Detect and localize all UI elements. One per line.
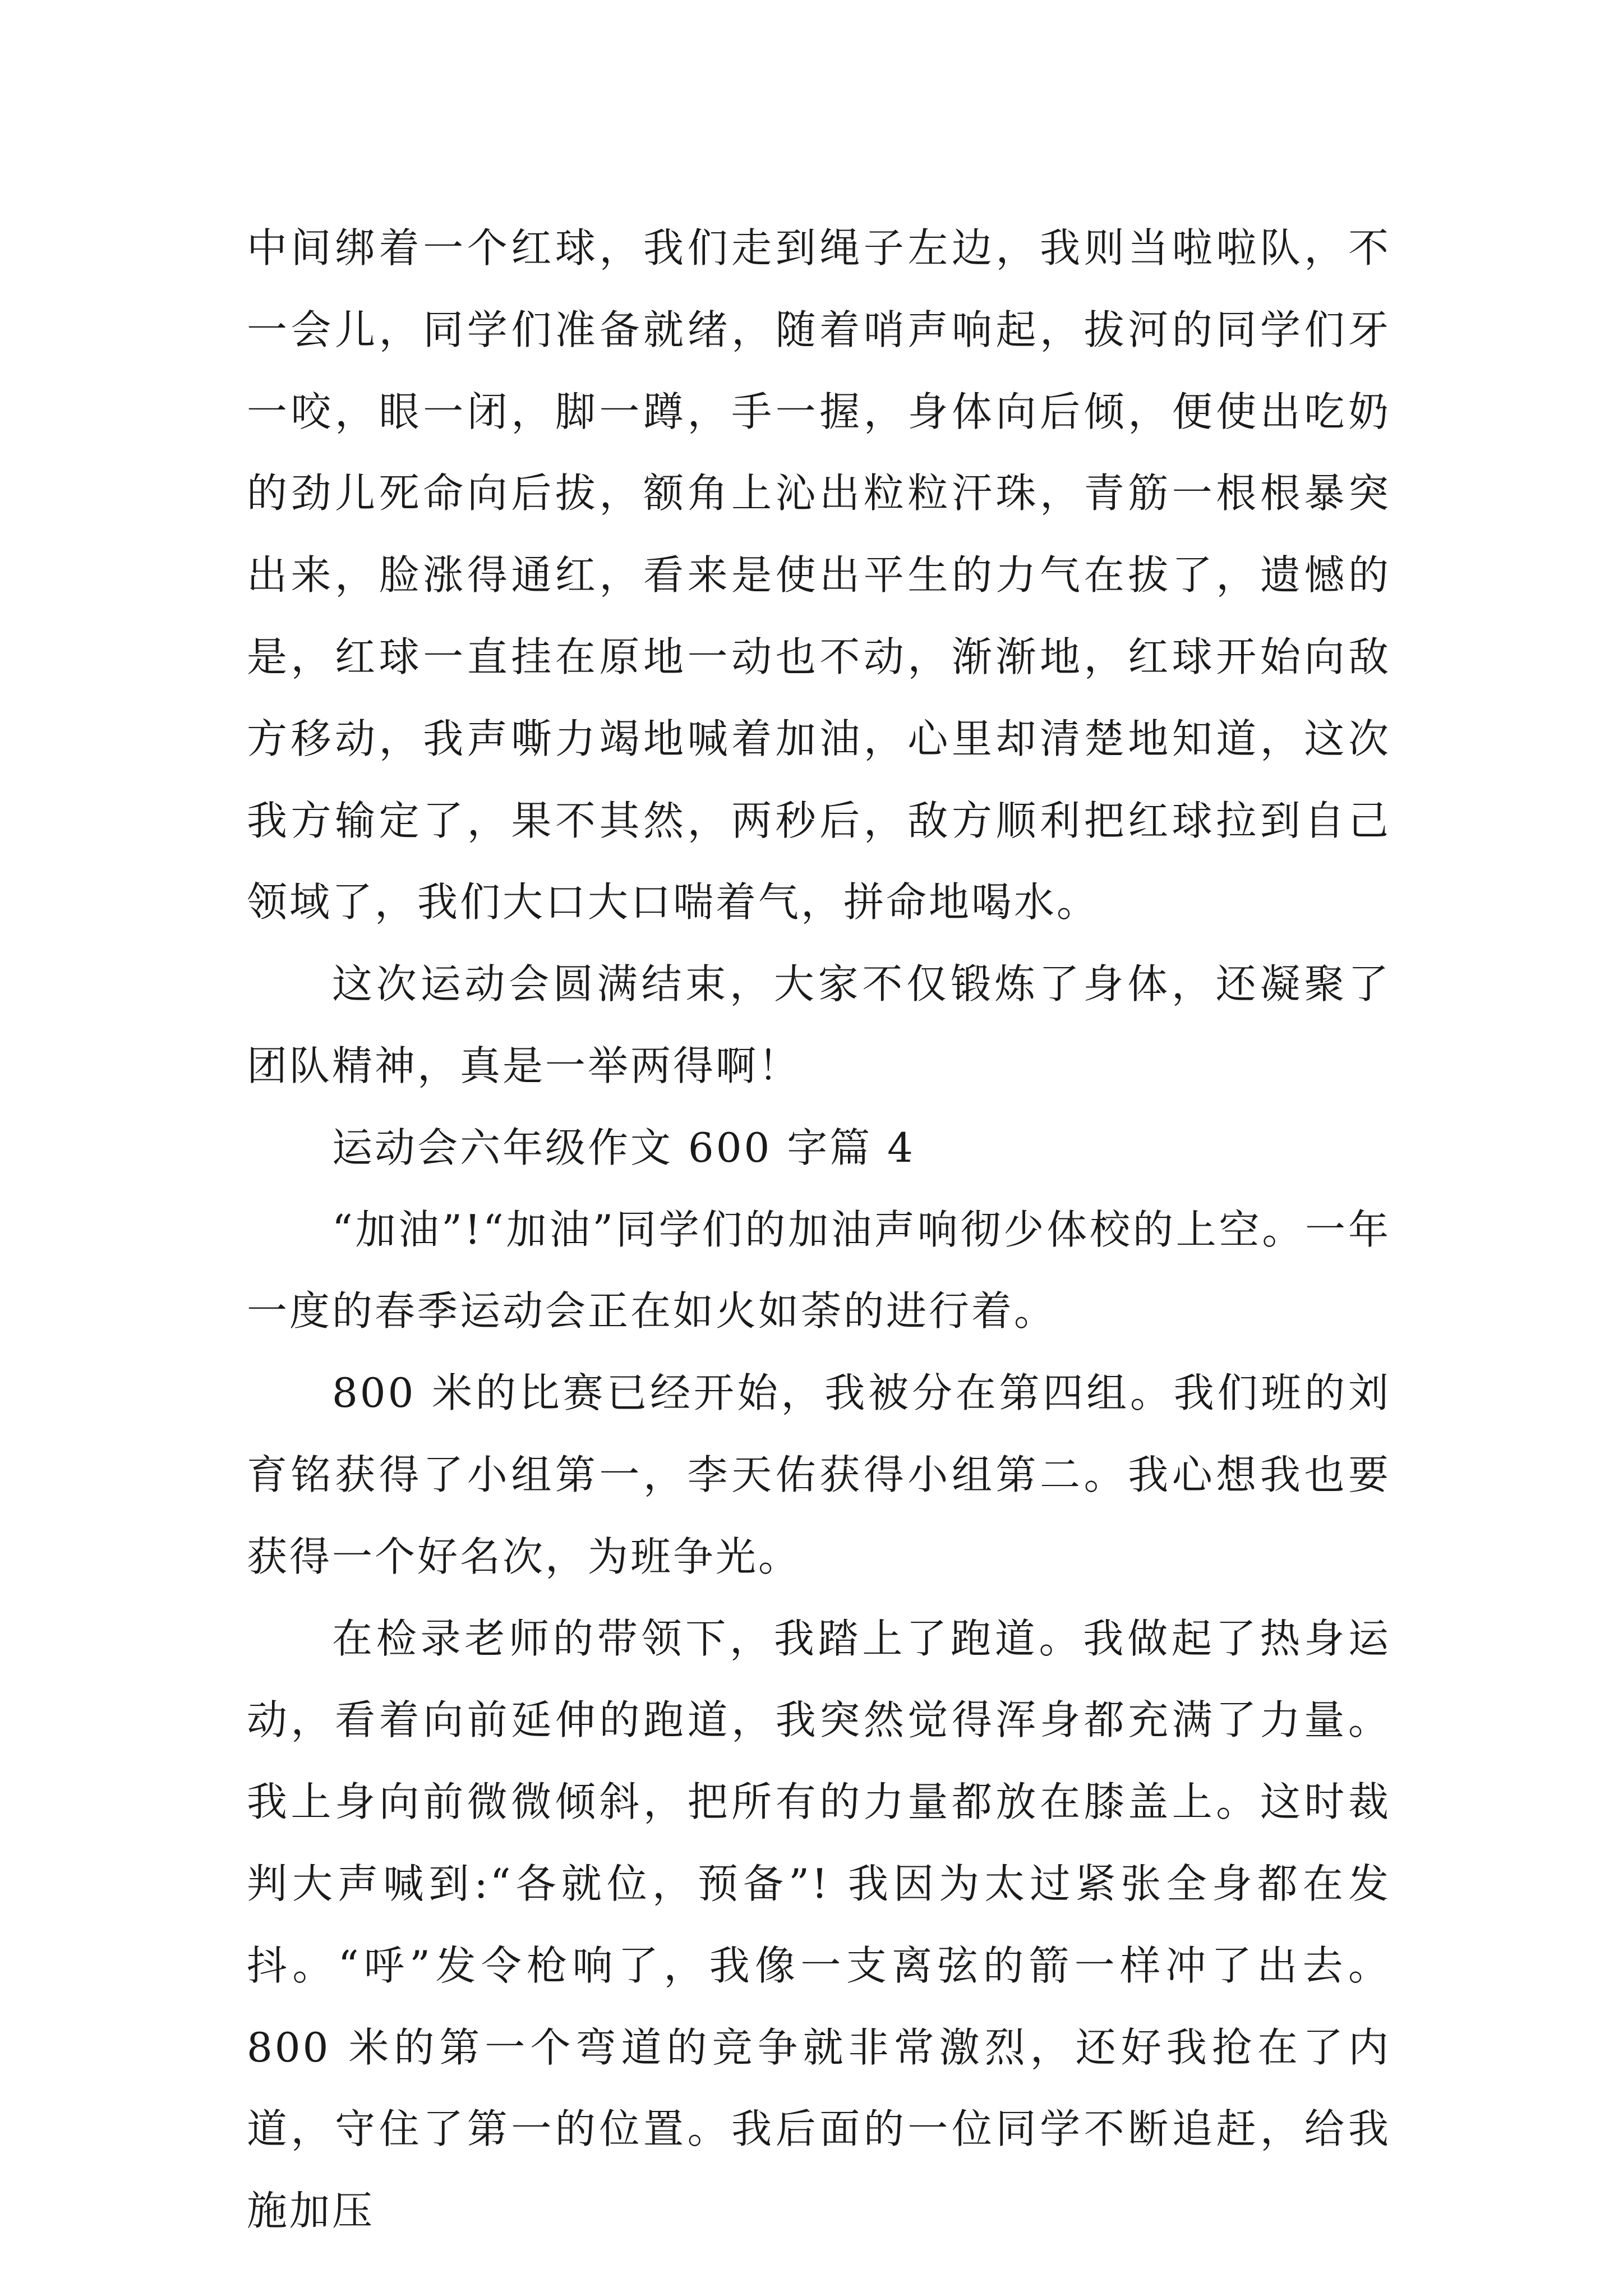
essay-heading: 运动会六年级作文 600 字篇 4 <box>332 1124 915 1171</box>
paragraph-race: 在检录老师的带领下，我踏上了跑道。我做起了热身运动，看着向前延伸的跑道，我突然觉得浑身都充满了力量。我上身向前微微倾斜，把所有的力量都放在膝盖上。这时裁判大声喊到:“各就位，预备”! 我因为太过紧张全身都在发抖。“呼”发令枪响了，我像一支离弦的箭一样冲了出去。800 米的第一个弯道的竞争就非常激烈，还好我抢在了内道，守住了第一的位置。我后面的一位同学不断追赶，给我施加压 <box>247 1614 1391 2235</box>
paragraph-cheering: “加油”!“加油”同学们的加油声响彻少体校的上空。一年一度的春季运动会正在如火如荼的进行着。 <box>247 1205 1391 1335</box>
paragraph-conclusion: 这次运动会圆满结束，大家不仅锻炼了身体，还凝聚了团队精神，真是一举两得啊！ <box>247 960 1391 1089</box>
document-body <box>247 208 1391 2252</box>
paragraph-tug-of-war: 中间绑着一个红球，我们走到绳子左边，我则当啦啦队，不一会儿，同学们准备就绪，随着哨声响起，拔河的同学们牙一咬，眼一闭，脚一蹲，手一握，身体向后倾，便使出吃奶的劲儿死命向后拔，额角上沁出粒粒汗珠，青筋一根根暴突出来，脸涨得通红，看来是使出平生的力气在拔了，遗憾的是，红球一直挂在原地一动也不动，渐渐地，红球开始向敌方移动，我声嘶力竭地喊着加油，心里却清楚地知道，这次我方输定了，果不其然，两秒后，敌方顺利把红球拉到自己领域了，我们大口大口喘着气，拼命地喝水。 <box>247 224 1391 926</box>
paragraph-800m-start: 800 米的比赛已经开始，我被分在第四组。我们班的刘育铭获得了小组第一，李天佑获得小组第二。我心想我也要获得一个好名次，为班争光。 <box>247 1369 1391 1580</box>
